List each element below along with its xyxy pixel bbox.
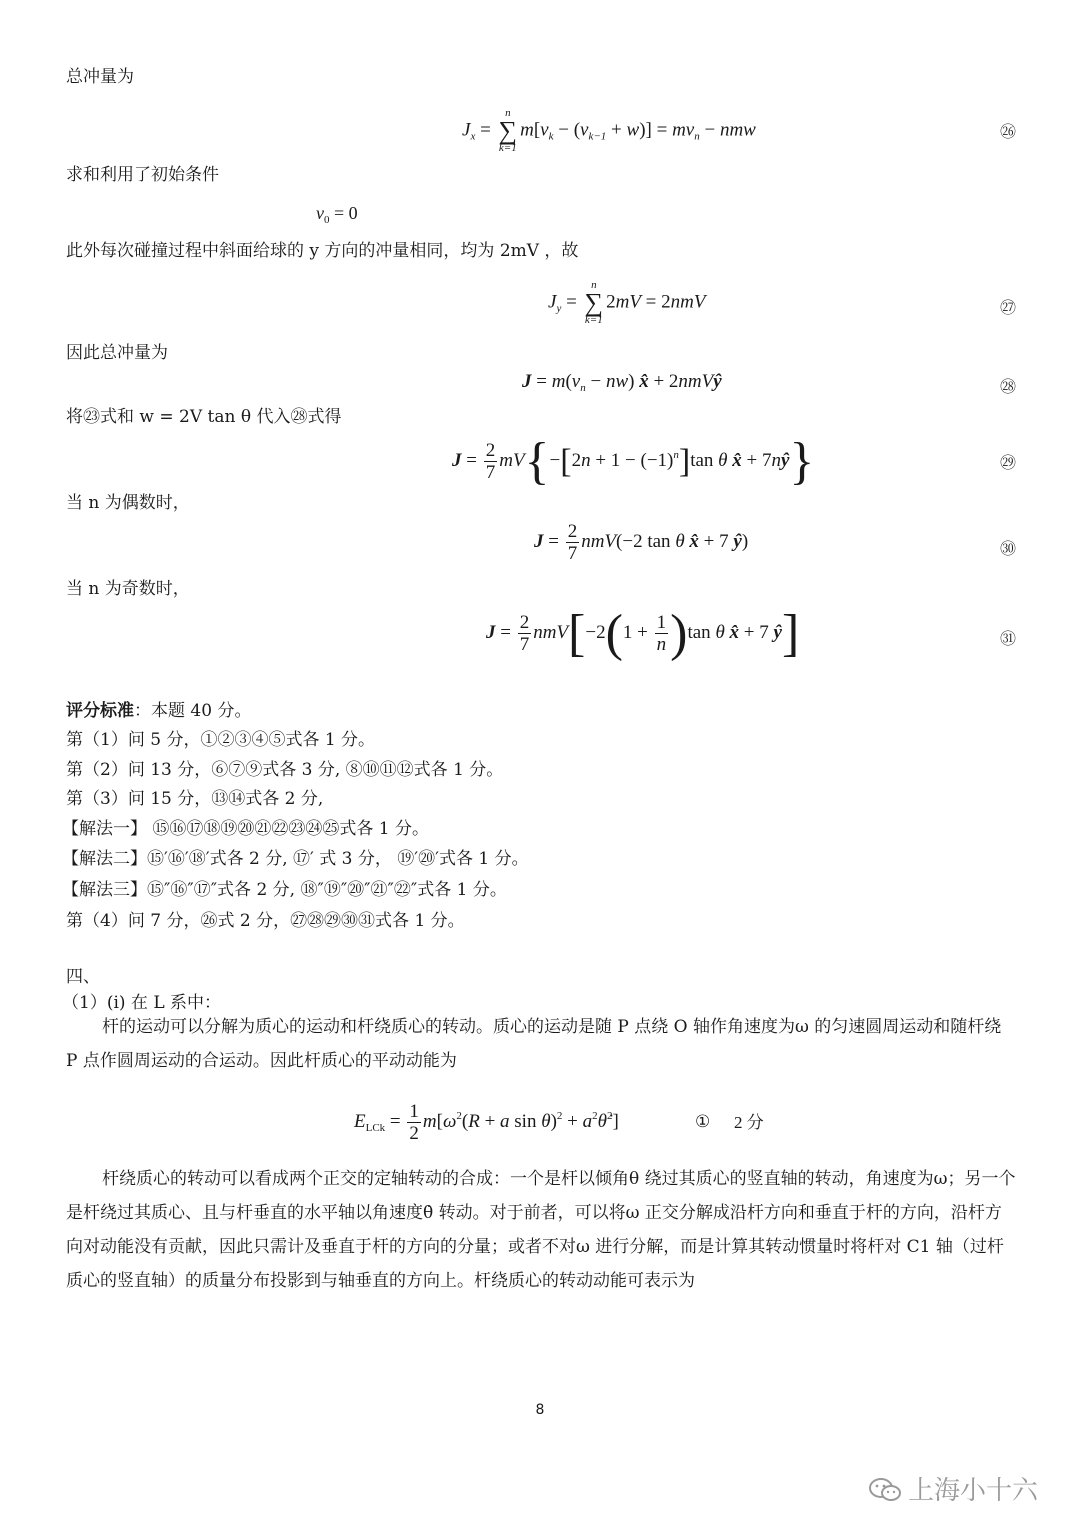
equation-number-31: ㉛	[999, 629, 1016, 648]
text-n-even: 当 n 为偶数时，	[66, 493, 190, 513]
paragraph-translational: 杆的运动可以分解为质心的运动和杆绕质心的转动。质心的运动是随 P 点绕 O 轴作角速度为ω 的匀速圆周运动和随杆绕 P 点作圆周运动的合运动。因此杆质心的平动动能为	[66, 1017, 1002, 1071]
equation-initial-condition: $v_0 = 0$	[316, 203, 358, 226]
text-hence-total: 因此总冲量为	[66, 343, 168, 363]
page-number: 8	[535, 1402, 545, 1418]
grading-item: 【解法一】 ⑮⑯⑰⑱⑲⑳㉑㉒㉓㉔㉕式各 1 分。	[62, 819, 430, 839]
grading-item: 第（3）问 15 分，⑬⑭式各 2 分,	[66, 789, 324, 809]
wechat-icon	[868, 1477, 902, 1503]
section-four-heading: 四、	[66, 967, 100, 987]
equation-number-30: ㉚	[999, 539, 1016, 558]
grading-title: 评分标准	[66, 701, 134, 721]
text-sum-initial-condition: 求和利用了初始条件	[66, 165, 219, 185]
section-four-subheading: （1）(i) 在 L 系中：	[62, 993, 222, 1013]
equation-number-28: ㉘	[999, 377, 1016, 396]
text-y-impulse-intro: 此外每次碰撞过程中斜面给球的 y 方向的冲量相同，均为 2mV ，故	[66, 241, 579, 261]
text-substitute: 将㉓式和 w = 2V tan θ 代入㉘式得	[66, 407, 342, 427]
equation-31: J = $\frac{2}{7}$ nmV[−2(1 + $\frac{1}{n}$ )tan θ x̂ + 7 ŷ]	[486, 605, 800, 662]
grading-item: 第（4）问 7 分，㉖式 2 分，㉗㉘㉙㉚㉛式各 1 分。	[66, 911, 465, 931]
grading-header	[66, 700, 251, 722]
equation-1-score: 2 分	[734, 1113, 764, 1132]
grading-item: 【解法三】⑮″⑯″⑰″式各 2 分, ⑱″⑲″⑳″㉑″㉒″式各 1 分。	[62, 880, 507, 900]
text-total-impulse-intro: 总冲量为	[66, 67, 134, 87]
equation-number-29: ㉙	[999, 453, 1016, 472]
equation-27: $J_y$ = n ∑ k=1 2mV = 2nmV	[548, 279, 706, 326]
equation-26: $J_x$ = n ∑ k=1 $m[v_k - (v_{k-1} + w)] = mv_n$ − nmw	[462, 107, 756, 154]
paragraph-rotational: 杆绕质心的转动可以看成两个正交的定轴转动的合成：一个是杆以倾角θ 绕过其质心的竖直轴的转动，角速度为ω；另一个是杆绕过其质心、且与杆垂直的水平轴以角速度θ̇ 转动。对于前者，可以将ω 正交分解成沿杆方向和垂直于杆的方向，沿杆方向对动能没有贡献，因此只需计及垂直于杆的方向的分量；或者不对ω 进行分解，而是计算其转动惯量时将杆对 C1 轴（过杆质心的竖直轴）的质量分布投影到与轴垂直的方向上。杆绕质心的转动动能可表示为	[66, 1169, 1016, 1291]
grading-item: 【解法二】⑮′⑯′⑱′式各 2 分, ⑰′ 式 3 分， ⑲′⑳′式各 1 分。	[62, 849, 529, 869]
grading-item: 第（2）问 13 分，⑥⑦⑨式各 3 分, ⑧⑩⑪⑫式各 1 分。	[66, 760, 504, 780]
grading-item: 第（1）问 5 分，①②③④⑤式各 1 分。	[66, 730, 376, 750]
grading-title-rest: ：本题 40 分。	[134, 701, 252, 721]
equation-1-number: ①	[695, 1112, 711, 1132]
equation-1: $E_{LCk}$ = $\frac{1}{2}$ $m[\omega^2(R + a$ $\sin \theta)^2 + a^2\thetȧ^2$]	[354, 1101, 619, 1144]
equation-29: J = $\frac{2}{7}$ $mV\{-[2n + 1 - (-1)^n]\tan$ θ x̂ + 7nŷ}	[452, 433, 815, 490]
watermark	[868, 1470, 1038, 1507]
equation-28: $J = m(v_n - nw)$ x̂ + 2nmVŷ	[522, 371, 722, 394]
watermark-text: 上海小十六	[908, 1476, 1039, 1506]
text-n-odd: 当 n 为奇数时，	[66, 579, 190, 599]
equation-number-27: ㉗	[999, 298, 1016, 317]
equation-30: J = $\frac{2}{7}$ nmV(−2 tan θ x̂ + 7 ŷ)	[534, 521, 749, 564]
equation-number-26: ㉖	[999, 122, 1016, 141]
